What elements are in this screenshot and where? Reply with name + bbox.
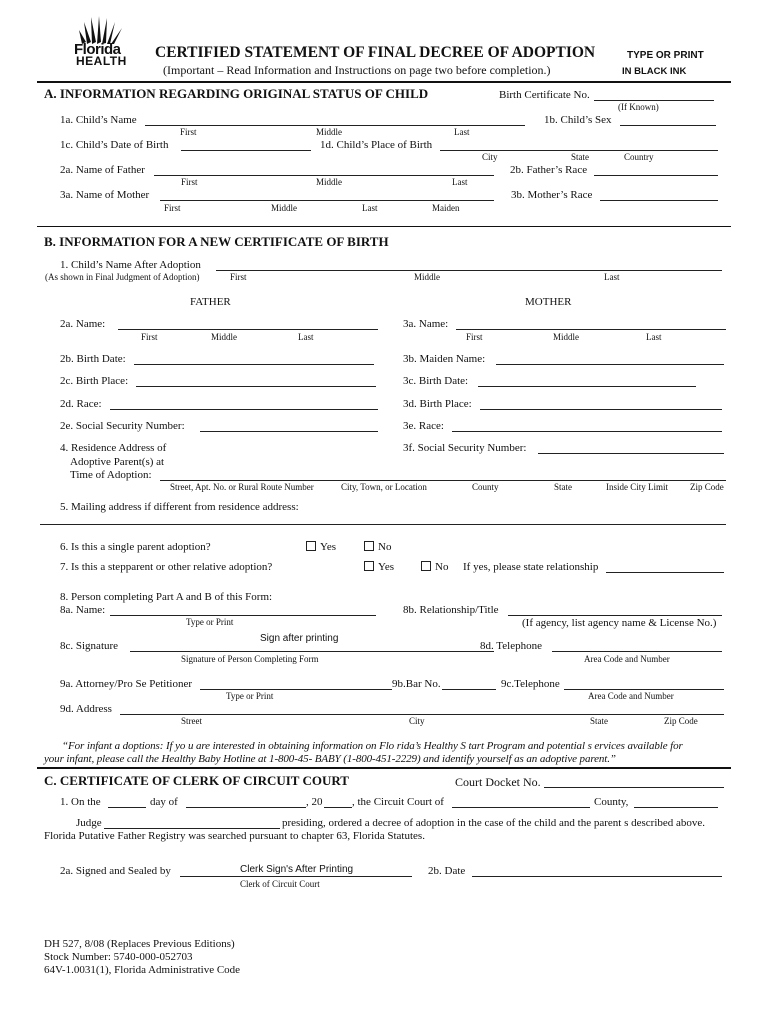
form-title: CERTIFIED STATEMENT OF FINAL DECREE OF ADOPTION: [155, 44, 596, 61]
sub-maiden: Maiden: [432, 203, 460, 213]
sub-state: State: [590, 716, 608, 726]
sub-last: Last: [646, 332, 662, 342]
sub-middle: Middle: [553, 332, 579, 342]
child-name-field[interactable]: [145, 125, 525, 126]
sunburst-icon: [78, 14, 124, 44]
father-name-field[interactable]: [118, 329, 378, 330]
father-heading: FATHER: [190, 296, 231, 308]
mother-name-label: 3a. Name:: [403, 318, 449, 330]
sub-middle: Middle: [271, 203, 297, 213]
clerk-circuit-court: , the Circuit Court of: [352, 796, 444, 808]
sub-street: Street: [181, 716, 202, 726]
bar-no-field[interactable]: [442, 689, 496, 690]
mother-ssn-label: 3f. Social Security Number:: [403, 442, 527, 454]
father-name-field[interactable]: [154, 175, 494, 176]
child-pob-field[interactable]: [440, 150, 718, 151]
type-or-print-note: Type or Print: [186, 617, 234, 627]
sub-middle: Middle: [211, 332, 237, 342]
county-field[interactable]: [634, 807, 718, 808]
section-a-heading: A. INFORMATION REGARDING ORIGINAL STATUS OF CHILD: [44, 86, 429, 101]
footer-stock-number: Stock Number: 5740-000-052703: [44, 951, 193, 963]
mother-dob-label: 3c. Birth Date:: [403, 375, 469, 387]
sub-first: First: [181, 177, 198, 187]
sub-first: First: [141, 332, 158, 342]
mailing-address-field[interactable]: [40, 524, 726, 525]
signature-note: Signature of Person Completing Form: [181, 654, 319, 664]
addr-inside-city: Inside City Limit: [606, 482, 668, 492]
signature-field[interactable]: [130, 651, 494, 652]
docket-label: Court Docket No.: [455, 775, 541, 789]
father-name-label: 2a. Name of Father: [60, 164, 145, 176]
child-sex-label: 1b. Child’s Sex: [544, 114, 612, 126]
single-parent-label: 6. Is this a single parent adoption?: [60, 541, 211, 553]
birth-cert-field[interactable]: [594, 100, 714, 101]
attorney-phone-field[interactable]: [564, 689, 724, 690]
clerk-date-field[interactable]: [472, 876, 722, 877]
checkbox[interactable]: [364, 561, 374, 571]
sub-first: First: [180, 127, 197, 137]
type-or-print-note: TYPE OR PRINT: [627, 50, 704, 61]
clerk-sign-after-printing: Clerk Sign's After Printing: [240, 864, 354, 875]
child-pob-label: 1d. Child’s Place of Birth: [320, 139, 433, 151]
father-race-field[interactable]: [594, 175, 718, 176]
clerk-county: County,: [594, 796, 629, 808]
child-sex-field[interactable]: [620, 125, 716, 126]
addr-city: City, Town, or Location: [341, 482, 427, 492]
father-dob-label: 2b. Birth Date:: [60, 353, 126, 365]
residence-label-2: Adoptive Parent(s) at: [70, 456, 165, 468]
mother-name-label: 3a. Name of Mother: [60, 189, 150, 201]
father-race-label: 2d. Race:: [60, 398, 102, 410]
type-or-print-note: Type or Print: [226, 691, 274, 701]
presiding-text: presiding, ordered a decree of adoption in the case of the child and the parent s described above.: [282, 817, 706, 829]
section-b-heading: B. INFORMATION FOR A NEW CERTIFICATE OF BIRTH: [44, 234, 389, 249]
checkbox[interactable]: [306, 541, 316, 551]
attorney-phone-label: 9c.Telephone: [501, 678, 560, 690]
black-ink-note: IN BLACK INK: [622, 66, 687, 77]
logo-text-florida: Florida: [74, 41, 121, 58]
father-ssn-field[interactable]: [200, 431, 378, 432]
sub-middle: Middle: [316, 177, 342, 187]
area-code-note: Area Code and Number: [588, 691, 674, 701]
sub-state: State: [571, 152, 589, 162]
sub-country: Country: [624, 152, 654, 162]
section-divider: [37, 767, 731, 769]
mother-name-field[interactable]: [160, 200, 494, 201]
form-subtitle: (Important – Read Information and Instructions on page two before completion.): [163, 63, 551, 77]
child-dob-label: 1c. Child’s Date of Birth: [60, 139, 169, 151]
clerk-year-prefix: , 20: [306, 796, 323, 808]
mother-race-field[interactable]: [452, 431, 722, 432]
mother-heading: MOTHER: [525, 296, 572, 308]
stepparent-yes[interactable]: Yes: [364, 561, 394, 573]
signed-sealed-field[interactable]: [180, 876, 412, 877]
child-name-label: 1a. Child’s Name: [60, 114, 137, 126]
sub-last: Last: [454, 127, 470, 137]
residence-label-3: Time of Adoption:: [70, 469, 152, 481]
relationship-title-label: 8b. Relationship/Title: [403, 604, 499, 616]
infant-note-line2: your infant, please call the Healthy Baby Hotline at 1-800-45- BABY (1-800-451-2229) and identify yourself as an adoptive parent.”: [44, 753, 616, 765]
sign-after-printing: Sign after printing: [260, 633, 339, 644]
signature-label: 8c. Signature: [60, 640, 119, 652]
residence-address-field[interactable]: [160, 480, 726, 481]
attorney-address-label: 9d. Address: [60, 703, 112, 715]
clerk-day-of: day of: [150, 796, 178, 808]
judge-label: Judge: [76, 817, 102, 829]
judge-field[interactable]: [104, 828, 280, 829]
sub-zip: Zip Code: [664, 716, 698, 726]
header-rule: [37, 81, 731, 83]
single-parent-no[interactable]: No: [364, 541, 391, 553]
addr-street: Street, Apt. No. or Rural Route Number: [170, 482, 314, 492]
father-name-label: 2a. Name:: [60, 318, 106, 330]
new-name-label: 1. Child’s Name After Adoption: [60, 259, 201, 271]
sub-first: First: [466, 332, 483, 342]
mother-pob-label: 3d. Birth Place:: [403, 398, 472, 410]
stepparent-no[interactable]: No: [421, 561, 448, 573]
addr-county: County: [472, 482, 499, 492]
mother-race-label: 3b. Mother’s Race: [511, 189, 593, 201]
checkbox[interactable]: [421, 561, 431, 571]
sub-middle: Middle: [316, 127, 342, 137]
relationship-title-field[interactable]: [508, 615, 722, 616]
stepparent-label: 7. Is this a stepparent or other relative adoption?: [60, 561, 273, 573]
section-divider: [37, 226, 731, 227]
sub-first: First: [164, 203, 181, 213]
as-shown-note: (As shown in Final Judgment of Adoption): [45, 272, 200, 282]
clerk-year-field[interactable]: [324, 807, 352, 808]
signed-sealed-label: 2a. Signed and Sealed by: [60, 865, 171, 877]
clerk-day-field[interactable]: [108, 807, 146, 808]
mother-race-field[interactable]: [600, 200, 718, 201]
sub-city: City: [409, 716, 425, 726]
checkbox[interactable]: [364, 541, 374, 551]
sub-last: Last: [604, 272, 620, 282]
telephone-field[interactable]: [552, 651, 722, 652]
addr-zip: Zip Code: [690, 482, 724, 492]
area-code-note: Area Code and Number: [584, 654, 670, 664]
new-name-field[interactable]: [216, 270, 722, 271]
completer-name-label: 8a. Name:: [60, 604, 106, 616]
mother-pob-field[interactable]: [480, 409, 722, 410]
attorney-field[interactable]: [200, 689, 392, 690]
sub-last: Last: [298, 332, 314, 342]
clerk-date-label: 2b. Date: [428, 865, 466, 877]
attorney-address-field[interactable]: [120, 714, 724, 715]
if-known-note: (If Known): [618, 102, 659, 112]
maiden-name-field[interactable]: [496, 364, 724, 365]
telephone-label: 8d. Telephone: [480, 640, 542, 652]
sub-last: Last: [362, 203, 378, 213]
relationship-field[interactable]: [606, 572, 724, 573]
clerk-month-field[interactable]: [186, 807, 306, 808]
addr-state: State: [554, 482, 572, 492]
single-parent-yes[interactable]: Yes: [306, 541, 336, 553]
father-ssn-label: 2e. Social Security Number:: [60, 420, 185, 432]
section-c-heading: C. CERTIFICATE OF CLERK OF CIRCUIT COURT: [44, 773, 349, 788]
infant-note-line1: “For infant a doptions: If yo u are interested in obtaining information on Flo rida’s Healthy S tart Program and potential s ervices available for: [62, 740, 683, 752]
attorney-label: 9a. Attorney/Pro Se Petitioner: [60, 678, 192, 690]
residence-label-1: 4. Residence Address of: [60, 442, 167, 454]
clerk-note: Clerk of Circuit Court: [240, 879, 320, 889]
mother-dob-field[interactable]: [478, 386, 696, 387]
sub-city: City: [482, 152, 498, 162]
circuit-court-field[interactable]: [452, 807, 590, 808]
docket-field[interactable]: [544, 787, 724, 788]
bar-no-label: 9b.Bar No.: [392, 678, 441, 690]
mailing-label: 5. Mailing address if different from residence address:: [60, 501, 299, 513]
birth-cert-label: Birth Certificate No.: [499, 89, 590, 101]
logo-text-health: HEALTH: [76, 54, 127, 68]
father-pob-field[interactable]: [136, 386, 376, 387]
person-completing-label: 8. Person completing Part A and B of this Form:: [60, 591, 273, 603]
father-dob-field[interactable]: [134, 364, 374, 365]
footer-form-number: DH 527, 8/08 (Replaces Previous Editions): [44, 938, 235, 950]
maiden-name-label: 3b. Maiden Name:: [403, 353, 486, 365]
relationship-label: If yes, please state relationship: [463, 561, 599, 573]
mother-race-label: 3e. Race:: [403, 420, 444, 432]
sub-last: Last: [452, 177, 468, 187]
sub-middle: Middle: [414, 272, 440, 282]
agency-note: (If agency, list agency name & License No.): [522, 617, 717, 629]
mother-name-field[interactable]: [456, 329, 726, 330]
sub-first: First: [230, 272, 247, 282]
father-pob-label: 2c. Birth Place:: [60, 375, 129, 387]
mother-ssn-field[interactable]: [538, 453, 724, 454]
footer-admin-code: 64V-1.0031(1), Florida Administrative Code: [44, 964, 241, 976]
registry-text: Florida Putative Father Registry was searched pursuant to chapter 63, Florida Statutes.: [44, 830, 425, 842]
clerk-on-the: 1. On the: [60, 796, 101, 808]
completer-name-field[interactable]: [110, 615, 376, 616]
child-dob-field[interactable]: [181, 150, 311, 151]
father-race-label: 2b. Father’s Race: [510, 164, 588, 176]
father-race-field[interactable]: [110, 409, 378, 410]
